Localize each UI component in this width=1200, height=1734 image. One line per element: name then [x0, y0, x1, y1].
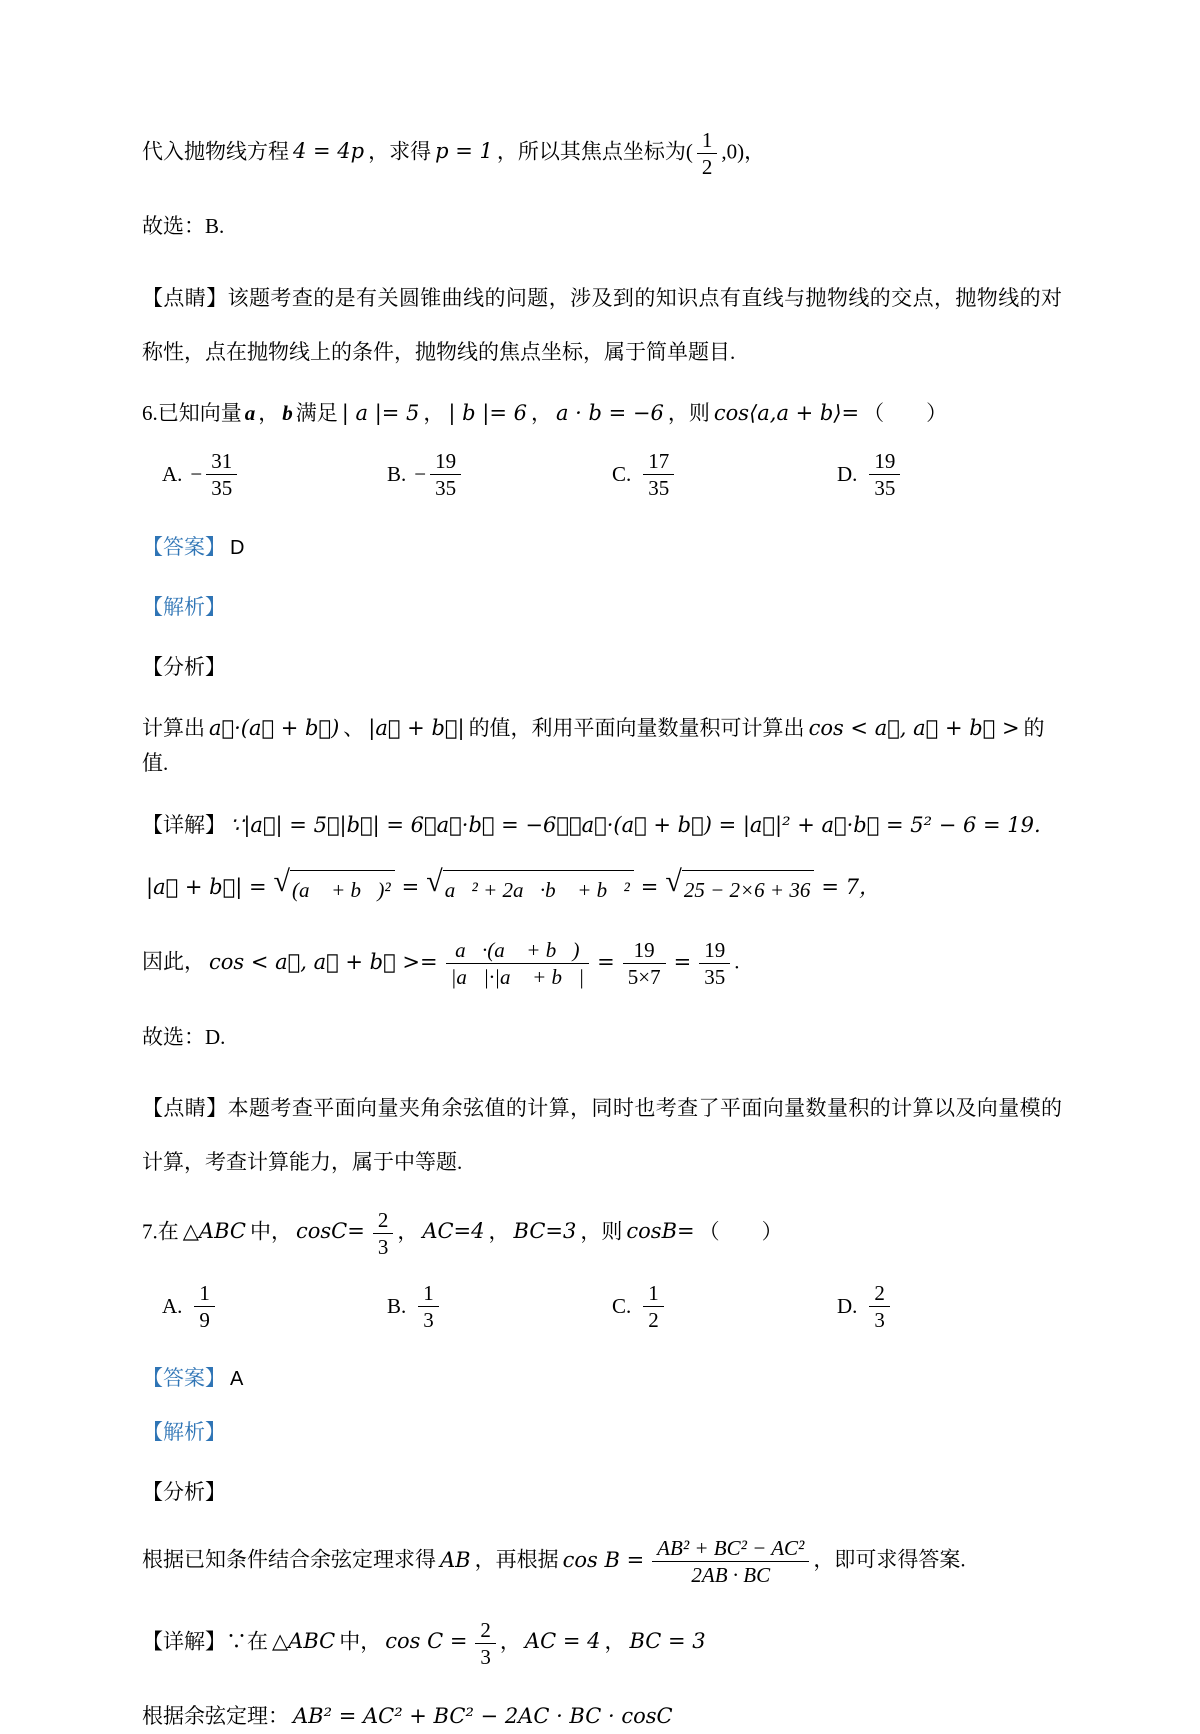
- math-segment: AC=4: [422, 1219, 485, 1244]
- fraction: [643, 449, 674, 500]
- option-c: [612, 1281, 837, 1332]
- text-segment: ，求得: [368, 139, 432, 164]
- detail-label: 【详解】: [142, 1628, 226, 1653]
- fraction: [418, 1281, 439, 1332]
- fraction: [643, 1281, 664, 1332]
- text-segment: 7.在: [142, 1219, 179, 1244]
- math-segment: ∵|a⃗| = 5，|b⃗| = 6，a⃗·b⃗ = −6，∴a⃗·(a⃗ + b⃗) = |a⃗|² + a⃗·b⃗ = 5² − 6 = 19.: [230, 812, 1041, 837]
- fraction-numerator: 19: [430, 449, 461, 475]
- fraction: [430, 449, 461, 500]
- fraction-denominator: 3: [377, 1234, 389, 1259]
- question-7-stem: [142, 1208, 1062, 1259]
- text-segment: 的值，利用平面向量数量积可计算出: [468, 715, 805, 740]
- text-segment: ，: [530, 401, 552, 426]
- math-segment: cos C =: [385, 1628, 468, 1653]
- answer-label: 【答案】: [142, 534, 226, 559]
- fraction: [652, 1536, 809, 1587]
- math-segment: =: [597, 949, 615, 974]
- fraction-denominator: 35: [874, 476, 896, 501]
- math-segment: 4 = 4p: [293, 139, 365, 164]
- text-segment: .: [734, 949, 740, 974]
- fraction: [206, 449, 237, 500]
- note-label: 【点睛】: [142, 1096, 228, 1121]
- text-segment: 满足: [295, 401, 338, 426]
- option-b: [387, 1281, 612, 1332]
- math-segment: |a⃗ + b⃗|: [368, 715, 465, 740]
- option-a: [162, 449, 387, 500]
- fraction: [446, 938, 590, 989]
- text-segment: ,0)，: [721, 139, 766, 164]
- option-label: D.: [837, 462, 858, 487]
- note-label: 【点睛】: [142, 285, 228, 310]
- math-segment: cos⟨a,a + b⟩=: [713, 401, 860, 426]
- text-segment: 因此，: [142, 949, 205, 974]
- math-segment: =: [673, 949, 692, 974]
- text-segment: ，: [397, 1219, 419, 1244]
- text-segment: ，则: [580, 1219, 623, 1244]
- fraction: [623, 938, 666, 989]
- math-segment: = 7，: [821, 874, 880, 899]
- math-segment: AB² = AC² + BC² − 2AC · BC · cosC: [293, 1703, 673, 1728]
- text-segment: 中，: [339, 1628, 382, 1653]
- option-c: [612, 449, 837, 500]
- question-6-detail-line-1: [142, 808, 1062, 844]
- text-segment: 计算出: [142, 715, 205, 740]
- fraction-numerator: 19: [869, 449, 900, 475]
- math-segment: cosC=: [295, 1219, 365, 1244]
- fraction: [373, 1208, 394, 1259]
- question-7-answer-line: [142, 1362, 1062, 1392]
- text-segment: ∵在: [226, 1628, 268, 1653]
- math-segment: BC=3: [513, 1219, 577, 1244]
- option-label: D.: [837, 1294, 858, 1319]
- math-segment: cos B =: [562, 1547, 645, 1572]
- math-segment: a⃗·(a⃗ + b⃗): [209, 715, 340, 740]
- option-label: C.: [612, 462, 632, 487]
- math-segment: BC = 3: [629, 1628, 706, 1653]
- math-segment: =: [640, 874, 659, 899]
- fraction: [699, 938, 730, 989]
- option-label: C.: [612, 1294, 632, 1319]
- radicand: 25 − 2×6 + 36: [682, 870, 815, 909]
- question-6-analysis: [142, 711, 1062, 782]
- option-b: [387, 449, 612, 500]
- radical-sign: √: [665, 864, 682, 898]
- math-segment: |a⃗ + b⃗| =: [146, 874, 267, 899]
- math-segment: AC = 4: [524, 1628, 601, 1653]
- text-segment: ，: [499, 1628, 521, 1653]
- math-segment: cosB=: [626, 1219, 695, 1244]
- fraction-numerator: 19: [623, 938, 666, 964]
- fraction: [869, 449, 900, 500]
- math-segment: | a |= 5: [341, 401, 420, 426]
- question-6-detail-line-3: [142, 938, 1062, 989]
- text-segment: ，: [604, 1628, 626, 1653]
- text-segment: ，再根据: [474, 1547, 559, 1572]
- fraction-numerator: 17: [643, 449, 674, 475]
- question-6-jiexi-label: 【解析】: [142, 594, 226, 619]
- math-segment: △ABC: [182, 1219, 246, 1244]
- text-segment: ，: [488, 1219, 510, 1244]
- math-segment: =: [401, 874, 420, 899]
- text-segment: ，所以其焦点坐标为(: [496, 139, 693, 164]
- fraction-numerator: 1: [697, 128, 718, 154]
- fraction-denominator: 35: [648, 476, 670, 501]
- note-text: 该题考查的是有关圆锥曲线的问题，涉及到的知识点有直线与抛物线的交点，抛物线的对称性，点在抛物线上的条件，抛物线的焦点坐标，属于简单题目.: [142, 285, 1063, 365]
- prev-note-paragraph: [142, 271, 1062, 379]
- text-segment: ，即可求得答案.: [813, 1547, 966, 1572]
- question-6-detail-line-2: [142, 864, 1062, 909]
- question-7-options: [142, 1281, 1062, 1332]
- fraction-denominator: 2: [648, 1308, 659, 1333]
- fraction: [475, 1618, 496, 1669]
- text-segment: ，: [423, 401, 445, 426]
- radical-sign: √: [273, 864, 291, 898]
- option-sign: −: [414, 462, 427, 487]
- radicand: (a⃗ + b⃗)²: [290, 870, 395, 909]
- math-segment: △ABC: [272, 1628, 336, 1653]
- fraction-numerator: 2: [373, 1208, 394, 1234]
- text-segment: ，则: [667, 401, 710, 426]
- math-segment: AB: [440, 1547, 471, 1572]
- fraction-numerator: a⃗·(a⃗ + b⃗): [446, 938, 590, 964]
- question-7-jiexi-label: 【解析】: [142, 1420, 226, 1445]
- question-6-choose-line: 故选：D.: [142, 1024, 226, 1049]
- square-root: [665, 864, 814, 909]
- fraction-denominator: 5×7: [627, 965, 661, 990]
- note-text: 本题考查平面向量夹角余弦值的计算，同时也考查了平面向量数量积的计算以及向量模的计算，考查计算能力，属于中等题.: [142, 1096, 1063, 1175]
- fraction-denominator: 35: [704, 965, 726, 990]
- question-6-note-paragraph: [142, 1081, 1062, 1189]
- vector-a: a: [244, 401, 256, 426]
- answer-label: 【答案】: [142, 1366, 226, 1391]
- prev-solution-line: [142, 128, 1062, 179]
- math-segment: a · b = −6: [555, 401, 664, 426]
- math-segment: p = 1: [435, 139, 493, 164]
- fraction-denominator: 35: [211, 476, 233, 501]
- square-root: [426, 864, 634, 909]
- question-7-detail-line-1: [142, 1618, 1062, 1669]
- radicand: a⃗² + 2a⃗·b⃗ + b⃗²: [443, 870, 634, 909]
- question-7-fenxi-label: 【分析】: [142, 1480, 226, 1505]
- fraction-denominator: 35: [435, 476, 457, 501]
- option-label: B.: [387, 1294, 407, 1319]
- text-segment: 根据已知条件结合余弦定理求得: [142, 1547, 436, 1572]
- text-segment: 根据余弦定理：: [142, 1703, 289, 1728]
- answer-value: D: [230, 536, 245, 559]
- fraction-numerator: 2: [869, 1281, 890, 1307]
- option-label: A.: [162, 1294, 183, 1319]
- detail-label: 【详解】: [142, 812, 226, 837]
- fraction: [697, 128, 718, 179]
- text-segment: （ ）: [863, 401, 948, 426]
- math-segment: cos < a⃗, a⃗ + b⃗ >=: [209, 949, 438, 974]
- question-6-fenxi-label: 【分析】: [142, 654, 226, 679]
- text-segment: （ ）: [698, 1219, 783, 1244]
- fraction-denominator: |a⃗|·|a⃗ + b⃗|: [450, 965, 585, 990]
- fraction-numerator: 1: [643, 1281, 664, 1307]
- text-segment: ，: [258, 401, 280, 426]
- option-label: A.: [162, 462, 183, 487]
- radical-sign: √: [426, 864, 443, 898]
- option-label: B.: [387, 462, 407, 487]
- prev-choose-line: 故选：B.: [142, 214, 225, 239]
- fraction-numerator: 31: [206, 449, 237, 475]
- question-7-detail-line-2: [142, 1699, 1062, 1734]
- fraction-numerator: 2: [475, 1618, 496, 1644]
- math-segment: | b |= 6: [448, 401, 527, 426]
- fraction-numerator: AB² + BC² − AC²: [652, 1536, 809, 1562]
- question-6-stem: [142, 397, 1062, 427]
- fraction: [194, 1281, 215, 1332]
- option-d: [837, 449, 1062, 500]
- text-segment: 中，: [249, 1219, 292, 1244]
- fraction: [869, 1281, 890, 1332]
- text-segment: 6.已知向量: [142, 401, 242, 426]
- option-a: [162, 1281, 387, 1332]
- fraction-numerator: 1: [418, 1281, 439, 1307]
- fraction-numerator: 19: [699, 938, 730, 964]
- text-segment: 代入抛物线方程: [142, 139, 289, 164]
- vector-b: b: [282, 401, 293, 426]
- fraction-denominator: 3: [874, 1308, 885, 1333]
- fraction-denominator: 2AB · BC: [691, 1563, 771, 1588]
- question-6-answer-line: [142, 531, 1062, 561]
- fraction-denominator: 3: [480, 1644, 491, 1669]
- fraction-denominator: 3: [423, 1308, 434, 1333]
- fraction-numerator: 1: [194, 1281, 215, 1307]
- fraction-denominator: 9: [199, 1308, 210, 1333]
- question-6-options: [142, 449, 1062, 500]
- text-segment: 的值.: [142, 715, 1045, 776]
- answer-value: A: [230, 1368, 244, 1391]
- option-sign: −: [190, 462, 203, 487]
- square-root: [273, 864, 395, 909]
- text-segment: 、: [343, 715, 365, 740]
- fraction-denominator: 2: [701, 155, 713, 180]
- math-segment: cos < a⃗, a⃗ + b⃗ >: [808, 715, 1020, 740]
- option-d: [837, 1281, 1062, 1332]
- question-7-analysis: [142, 1536, 1062, 1587]
